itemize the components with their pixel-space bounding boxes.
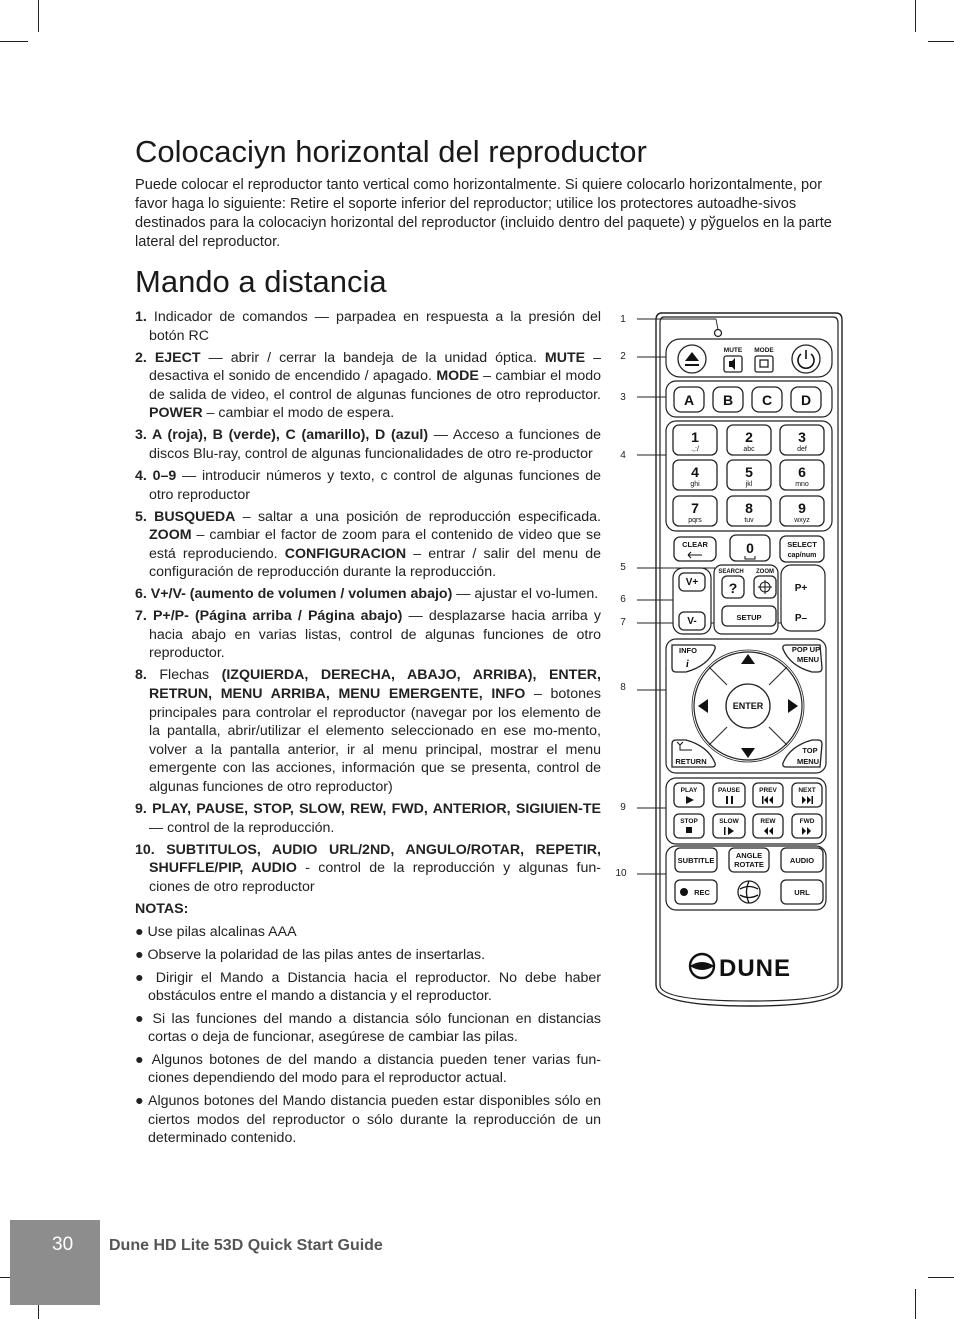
page-number-box [10, 1220, 100, 1305]
popup-label-1: POP UP [791, 645, 821, 654]
slow-label: SLOW [719, 818, 739, 825]
stop-label: STOP [680, 818, 698, 825]
list-item-text: — Acceso a funciones de discos Blu-ray, control de algunas funcionalidades de otro re-productor [149, 427, 601, 462]
digit-9: 9 [798, 500, 806, 516]
return-label: RETURN [675, 757, 707, 766]
angle-label-1: ANGLE [735, 851, 763, 860]
list-item-keyword: POWER [149, 405, 203, 422]
crop-mark [915, 0, 916, 32]
digit-7: 7 [691, 500, 699, 516]
crop-mark [0, 41, 28, 42]
record-icon [680, 888, 688, 896]
digit-1: 1 [691, 429, 699, 445]
digit-8-letters: tuv [744, 517, 754, 524]
page-number: 30 [52, 1234, 74, 1255]
note-item: ● Use pilas alcalinas AAA [135, 924, 297, 941]
section-title-remote: Mando a distancia [135, 264, 387, 299]
feature-list [135, 308, 601, 1152]
list-item [135, 508, 601, 582]
list-item-keyword: 3. A (roja), B (verde), C (amarillo), D (azul) [135, 427, 429, 444]
url-label: URL [794, 888, 810, 897]
key-c: C [761, 392, 773, 408]
angle-label-2: ROTATE [734, 860, 764, 869]
list-item-keyword: CONFIGURACION [284, 545, 407, 562]
list-item-text: — ajustar el vo-lumen. [452, 586, 599, 603]
callout-3: 3 [620, 392, 626, 403]
list-item-keyword: 5. BUSQUEDA [135, 508, 236, 525]
list-item [135, 841, 601, 897]
list-item-keyword: 2. EJECT [135, 349, 201, 366]
enter-label: ENTER [732, 701, 764, 711]
info-label: INFO [679, 646, 697, 655]
digit-0: 0 [746, 540, 754, 556]
pminus-label: P– [794, 613, 808, 624]
subtitle-label: SUBTITLE [677, 856, 715, 865]
digit-3: 3 [798, 429, 806, 445]
mode-button [755, 356, 773, 372]
callout-9: 9 [620, 802, 626, 813]
list-item [135, 467, 601, 504]
remote-control-illustration [610, 305, 850, 1017]
play-label: PLAY [680, 787, 698, 794]
list-item [135, 666, 601, 796]
note-item: ● Dirigir el Mando a Distancia hacia el reproductor. No debe haber obstáculos entre el mando a distancia y el reproductor. [135, 969, 601, 1005]
caps-label: cap/num [787, 552, 817, 559]
list-item-text: – botones principales para controlar el reproductor (navegar por los elemento de la pantalla, abrir/utilizar el elemento seleccionado en ese mo-mento, volver a la pantalla anterior, ir al menu principal, mostrar el menu emergente con las acciones, información que se presenta, control de algunas funciones de otro reproductor) [149, 686, 601, 795]
note-item: ● Algunos botones de del mando a distancia pueden tener varias fun-ciones dependiendo del modo para el reproductor actual. [135, 1051, 601, 1087]
key-a: A [683, 392, 695, 408]
info-icon: i [686, 659, 689, 670]
mute-label: MUTE [723, 347, 743, 354]
list-item-keyword: 9. PLAY, PAUSE, STOP, SLOW, REW, FWD, ANTERIOR, SIGIUIEN-TE [135, 800, 601, 817]
notes-list [135, 923, 601, 1148]
globe-icon [738, 881, 760, 903]
list-item [135, 426, 601, 463]
stop-icon [686, 827, 692, 833]
key-d: D [800, 392, 812, 408]
navigation-cluster [672, 645, 822, 767]
crop-mark [928, 1277, 954, 1278]
list-item [135, 585, 601, 604]
callout-2: 2 [620, 351, 626, 362]
popup-label-2: MENU [796, 655, 820, 664]
callout-4: 4 [620, 450, 626, 461]
select-label: SELECT [787, 540, 817, 549]
digit-4: 4 [691, 464, 699, 480]
pplus-label: P+ [794, 583, 808, 594]
search-icon: ? [728, 580, 738, 596]
list-item-text: — desplazarse hacia arriba y hacia abajo en varias listas, control de algunas funciones de otro reproductor. [149, 608, 601, 662]
list-item [135, 607, 601, 663]
digit-6: 6 [798, 464, 806, 480]
guide-title: Dune HD Lite 53D Quick Start Guide [109, 1237, 383, 1254]
rec-label: REC [694, 888, 710, 897]
brand-label: DUNE [719, 955, 792, 982]
digit-1-letters: .,:/ [691, 446, 699, 453]
zoom-label: ZOOM [756, 569, 774, 575]
digit-8: 8 [745, 500, 753, 516]
topmenu-label-1: TOP [802, 746, 818, 755]
digit-6-letters: mno [795, 481, 809, 488]
list-item-text: Flechas [146, 667, 222, 684]
rew-label: REW [760, 818, 776, 825]
digit-2-letters: abc [743, 446, 755, 453]
audio-label: AUDIO [789, 856, 815, 865]
list-item [135, 800, 601, 837]
mode-label: MODE [754, 347, 774, 354]
list-item-keyword: (IZQUIERDA, DERECHA, ABAJO, ARRIBA), ENTER, RETRUN, MENU ARRIBA, MENU EMERGENTE, INFO [149, 667, 601, 703]
digit-2: 2 [745, 429, 753, 445]
list-item-keyword: 10. SUBTITULOS, AUDIO URL/2ND, ANGULO/ROTAR, REPETIR, SHUFFLE/PIP, AUDIO [135, 841, 601, 877]
digit-3-letters: def [797, 446, 807, 453]
key-b: B [722, 392, 734, 408]
section-title-horizontal: Colocaciyn horizontal del reproductor [135, 134, 647, 169]
setup-label: SETUP [736, 613, 762, 622]
crop-mark [915, 1289, 916, 1319]
digit-5: 5 [745, 464, 753, 480]
list-item-text: Indicador de comandos — parpadea en respuesta a la presión del botón RC [146, 309, 601, 344]
list-item-text: — introducir números y texto, c control de algunas funciones de otro reproductor [149, 467, 601, 503]
led-indicator [715, 330, 722, 337]
list-item-keyword: ZOOM [149, 527, 192, 544]
search-label: SEARCH [718, 569, 744, 575]
list-item-keyword: 7. P+/P- (Página arriba / Página abajo) [135, 608, 403, 625]
list-item-text: – cambiar el modo de espera. [202, 405, 395, 422]
next-label: NEXT [798, 787, 816, 794]
list-item-text: – cambiar el modo de salida de video, el control de algunas funciones de otro reproductor. [149, 368, 601, 403]
digit-5-letters: jkl [745, 481, 753, 488]
digit-7-letters: pqrs [688, 517, 702, 524]
note-item: ● Observe la polaridad de las pilas antes de insertarlas. [135, 946, 486, 963]
list-item-keyword: 6. V+/V- (aumento de volumen / volumen abajo) [135, 586, 453, 603]
callout-8: 8 [620, 682, 626, 693]
digit-4-letters: ghi [690, 481, 700, 488]
list-item-text: – desactiva el sonido de encendido / apagado. [149, 349, 601, 385]
crop-mark [928, 41, 954, 42]
list-item [135, 308, 601, 345]
callout-6: 6 [620, 594, 626, 605]
list-item-text: — abrir / cerrar la bandeja de la unidad óptica. [200, 349, 545, 366]
callout-numbers [615, 314, 627, 879]
list-item-keyword: MUTE [544, 349, 586, 366]
callout-5: 5 [620, 562, 626, 573]
pause-label: PAUSE [718, 787, 740, 794]
numbered-items [135, 308, 601, 896]
list-item-keyword: MODE [436, 368, 479, 385]
list-item [135, 349, 601, 423]
callout-1: 1 [620, 314, 626, 325]
crop-mark [38, 0, 39, 32]
callout-10: 10 [615, 868, 627, 879]
notes-heading: NOTAS: [135, 900, 189, 917]
prev-label: PREV [759, 787, 777, 794]
list-item-keyword: 8. [135, 667, 147, 684]
numpad [673, 425, 824, 526]
list-item-keyword: 4. 0–9 [135, 467, 177, 484]
list-item-text: – cambiar el factor de zoom para el contenido de video que se está reproduciendo. [149, 527, 601, 562]
list-item-text: — control de la reproducción. [149, 819, 335, 836]
vplus-label: V+ [685, 577, 699, 588]
list-item-text: - control de la reproducción y algunas fun-ciones de otro reproductor [149, 860, 601, 895]
note-item: ● Si las funciones del mando a distancia sólo funcionan en distancias cortas o deja de funcionar, asegúrese de cambiar las pilas. [135, 1010, 601, 1046]
vminus-label: V- [687, 616, 697, 627]
fwd-label: FWD [799, 818, 815, 825]
note-item: ● Algunos botones del Mando distancia pueden estar disponibles sólo en ciertos modos del reproductor o sólo durante la reproducción de un determinado contenido. [135, 1093, 601, 1147]
digit-9-letters: wxyz [794, 517, 810, 524]
list-item-text: – saltar a una posición de reproducción especificada. [235, 508, 601, 525]
intro-paragraph: Puede colocar el reproductor tanto vertical como horizontalmente. Si quiere colocarlo horizontalmente, por favor haga lo siguiente: Retire el soporte inferior del reproductor; utilice los protectores autoadhe-sivos destinados para la colocaciyn horizontal del reproductor (incluido dentro del paquete) y pўguelos en la parte lateral del reproductor. [135, 177, 832, 250]
topmenu-label-2: MENU [796, 757, 820, 766]
callout-7: 7 [620, 617, 626, 628]
list-item-text: – entrar / salir del menu de configuración de reproducción durante la reproducción. [149, 545, 601, 581]
list-item-keyword: 1. [135, 309, 147, 325]
clear-label: CLEAR [682, 540, 708, 549]
